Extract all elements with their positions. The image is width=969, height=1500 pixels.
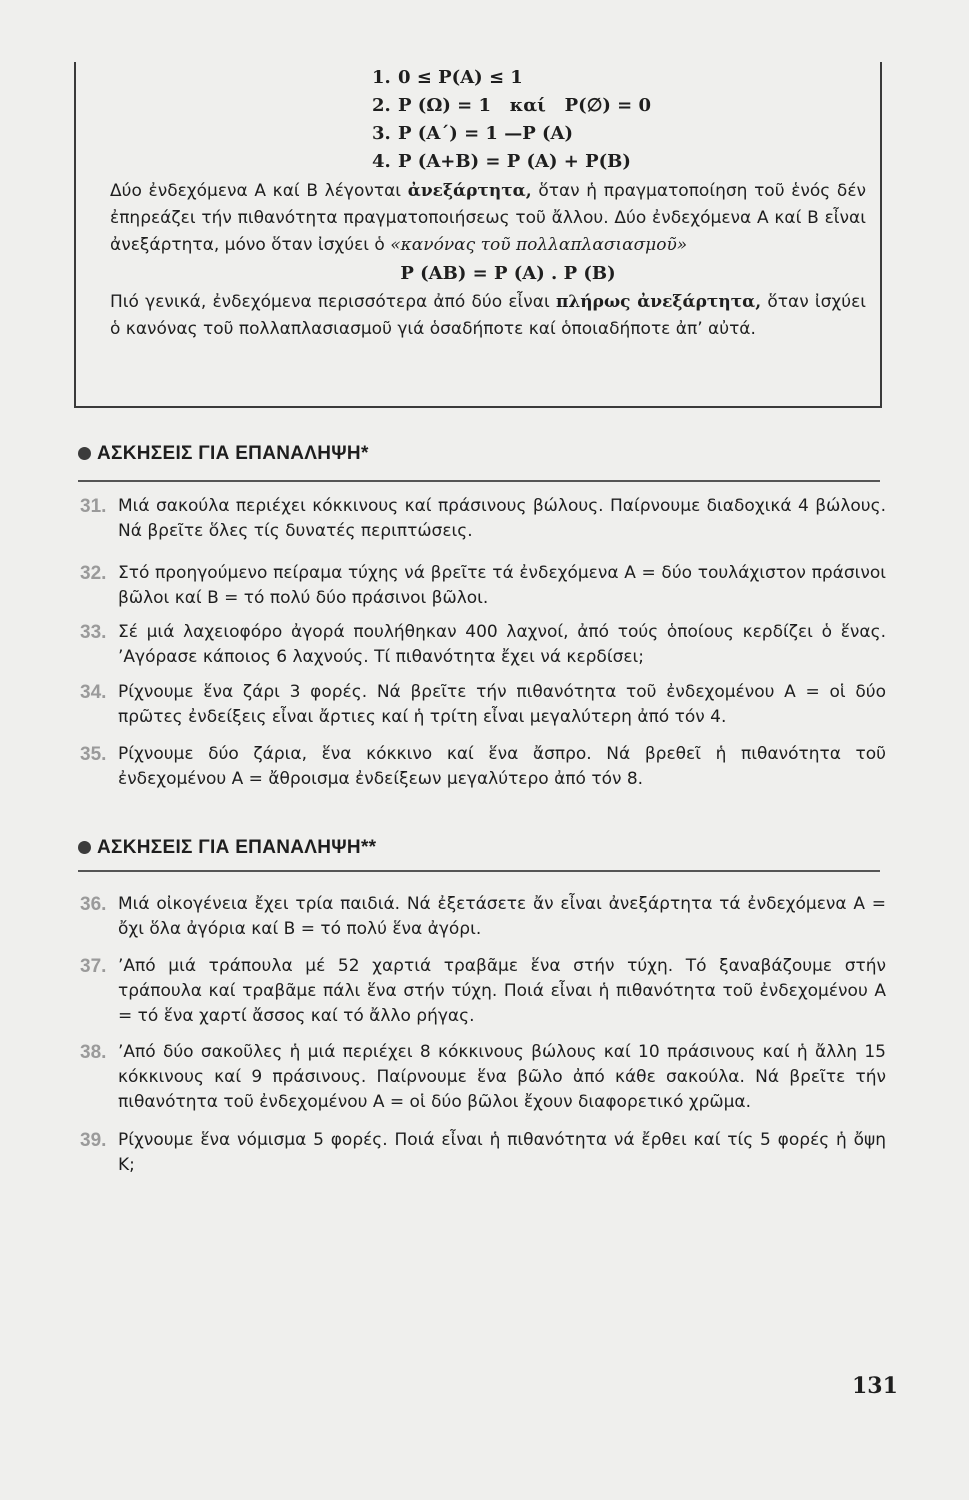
rule-item bbox=[372, 148, 866, 176]
rule-formula: 0 ≤ P(A) ≤ 1 bbox=[398, 67, 523, 88]
rule-name: «κανόνας τοῦ πολλαπλασιασμοῦ» bbox=[390, 235, 688, 255]
definition-text: ὅταν ἰσχύει ὁ κανόνας τοῦ πολλαπλασιασμοῦ γιά ὁσαδήποτε καί ὁποιαδήποτε ἀπ’ αὐτά. bbox=[110, 292, 867, 339]
rule-formula: P (A΄) = 1 —P (A) bbox=[398, 123, 574, 144]
exercise-number: 37. bbox=[80, 956, 107, 977]
rule-item bbox=[372, 64, 866, 92]
probability-rules-list bbox=[372, 62, 866, 176]
rule-number: 2. bbox=[372, 95, 391, 116]
exercise-34 bbox=[80, 680, 886, 730]
exercise-number: 31. bbox=[80, 496, 107, 517]
exercise-text: ’Από μιά τράπουλα μέ 52 χαρτιά τραβᾶμε ἕνα στήν τύχη. Τό ξαναβάζουμε στήν τράπουλα καί τραβᾶμε πάλι ἕνα στήν τύχη. Ποιά εἶναι ἡ πιθανότητα τοῦ ἐνδεχομένου A = τό ἕνα χαρτί ἄσσος καί τό ἄλλο ρήγας. bbox=[118, 956, 886, 1026]
exercise-37 bbox=[80, 954, 886, 1029]
definition-text: Πιό γενικά, ἐνδεχόμενα περισσότερα ἀπό δύο εἶναι bbox=[110, 292, 550, 312]
exercise-number: 35. bbox=[80, 744, 107, 765]
exercise-38 bbox=[80, 1040, 886, 1115]
rule-formula: P (A+B) = P (A) + P(B) bbox=[398, 151, 631, 172]
bullet-dot-icon bbox=[78, 447, 91, 460]
exercise-number: 39. bbox=[80, 1130, 107, 1151]
exercise-text: Ρίχνουμε ἕνα ζάρι 3 φορές. Νά βρεῖτε τήν πιθανότητα τοῦ ἐνδεχομένου A = οἱ δύο πρῶτες ἐνδείξεις εἶναι ἄρτιες καί ἡ τρίτη εἶναι μεγαλύτερη ἀπό τόν 4. bbox=[118, 682, 886, 727]
exercise-number: 32. bbox=[80, 563, 107, 584]
summary-content bbox=[110, 62, 866, 343]
exercise-39 bbox=[80, 1128, 886, 1178]
exercise-text: Ρίχνουμε ἕνα νόμισμα 5 φορές. Ποιά εἶναι ἡ πιθανότητα νά ἔρθει καί τίς 5 φορές ἡ ὄψη K; bbox=[118, 1130, 886, 1175]
exercise-36 bbox=[80, 892, 886, 942]
section-divider bbox=[78, 480, 880, 482]
independence-definition bbox=[110, 178, 866, 259]
rule-number: 4. bbox=[372, 151, 391, 172]
page-number: 131 bbox=[852, 1373, 898, 1399]
exercise-31 bbox=[80, 494, 886, 544]
exercise-text: ’Από δύο σακοῦλες ἡ μιά περιέχει 8 κόκκινους βώλους καί 10 πράσινους καί ἡ ἄλλη 15 κόκκινους καί 9 πράσινους. Παίρνουμε ἕνα βῶλο ἀπό κάθε σακούλα. Νά βρεῖτε τήν πιθανότητα τοῦ ἐνδεχομένου A = οἱ δύο βῶλοι ἔχουν διαφορετικό χρῶμα. bbox=[118, 1042, 886, 1112]
rule-formula: P (Ω) = 1 καί P(∅) = 0 bbox=[398, 95, 652, 116]
definition-text: ὅταν ἡ πραγματοποίηση τοῦ ἑνός δέν ἐπηρεάζει τήν πιθανότητα πραγματοποιήσεως τοῦ ἄλλου. Δύο ἐνδεχόμενα A καί B εἶναι ἀνεξάρτητα, μόνο ὅταν ἰσχύει ὁ bbox=[110, 181, 867, 255]
section-title-text: ΑΣΚΗΣΕΙΣ ΓΙΑ ΕΠΑΝΑΛΗΨΗ* bbox=[97, 443, 369, 464]
exercise-number: 33. bbox=[80, 622, 107, 643]
section-title bbox=[78, 440, 880, 468]
rule-item bbox=[372, 120, 866, 148]
section-heading-review-1 bbox=[78, 440, 880, 482]
section-title bbox=[78, 834, 880, 862]
exercise-number: 34. bbox=[80, 682, 107, 703]
section-title-text: ΑΣΚΗΣΕΙΣ ΓΙΑ ΕΠΑΝΑΛΗΨΗ** bbox=[97, 837, 377, 858]
exercise-33 bbox=[80, 620, 886, 670]
exercise-text: Μιά οἰκογένεια ἔχει τρία παιδιά. Νά ἐξετάσετε ἄν εἶναι ἀνεξάρτητα τά ἐνδεχόμενα A = ὄχι ὅλα ἀγόρια καί B = τό πολύ ἕνα ἀγόρι. bbox=[118, 894, 886, 939]
section-heading-review-2 bbox=[78, 834, 880, 872]
bullet-dot-icon bbox=[78, 841, 91, 854]
exercise-number: 38. bbox=[80, 1042, 107, 1063]
defined-term: πλήρως ἀνεξάρτητα, bbox=[555, 292, 762, 312]
exercise-text: Μιά σακούλα περιέχει κόκκινους καί πράσινους βώλους. Παίρνουμε διαδοχικά 4 βώλους. Νά βρεῖτε ὅλες τίς δυνατές περιπτώσεις. bbox=[118, 496, 886, 541]
rule-number: 3. bbox=[372, 123, 391, 144]
exercise-32 bbox=[80, 561, 886, 611]
exercise-35 bbox=[80, 742, 886, 792]
defined-term: ἀνεξάρτητα, bbox=[407, 181, 532, 201]
full-independence-definition bbox=[110, 289, 866, 343]
exercise-text: Ρίχνουμε δύο ζάρια, ἕνα κόκκινο καί ἕνα ἄσπρο. Νά βρεθεῖ ἡ πιθανότητα τοῦ ἐνδεχομένου A = ἄθροισμα ἐνδείξεων μεγαλύτερο ἀπό τόν 8. bbox=[118, 744, 886, 789]
exercise-text: Στό προηγούμενο πείραμα τύχης νά βρεῖτε τά ἐνδεχόμενα A = δύο τουλάχιστον πράσινοι βῶλοι καί B = τό πολύ δύο πράσινοι βῶλοι. bbox=[118, 563, 886, 608]
exercise-text: Σέ μιά λαχειοφόρο ἀγορά πουλήθηκαν 400 λαχνοί, ἀπό τούς ὁποίους κερδίζει ὁ ἕνας. ’Αγόρασε κάποιος 6 λαχνούς. Τί πιθανότητα ἔχει νά κερδίσει; bbox=[118, 622, 886, 667]
definition-text: Δύο ἐνδεχόμενα A καί B λέγονται bbox=[110, 181, 402, 201]
section-divider bbox=[78, 870, 880, 872]
exercise-number: 36. bbox=[80, 894, 107, 915]
multiplication-formula: P (AB) = P (A) . P (B) bbox=[400, 263, 616, 284]
rule-item bbox=[372, 92, 866, 120]
rule-number: 1. bbox=[372, 67, 391, 88]
summary-box bbox=[74, 62, 882, 408]
